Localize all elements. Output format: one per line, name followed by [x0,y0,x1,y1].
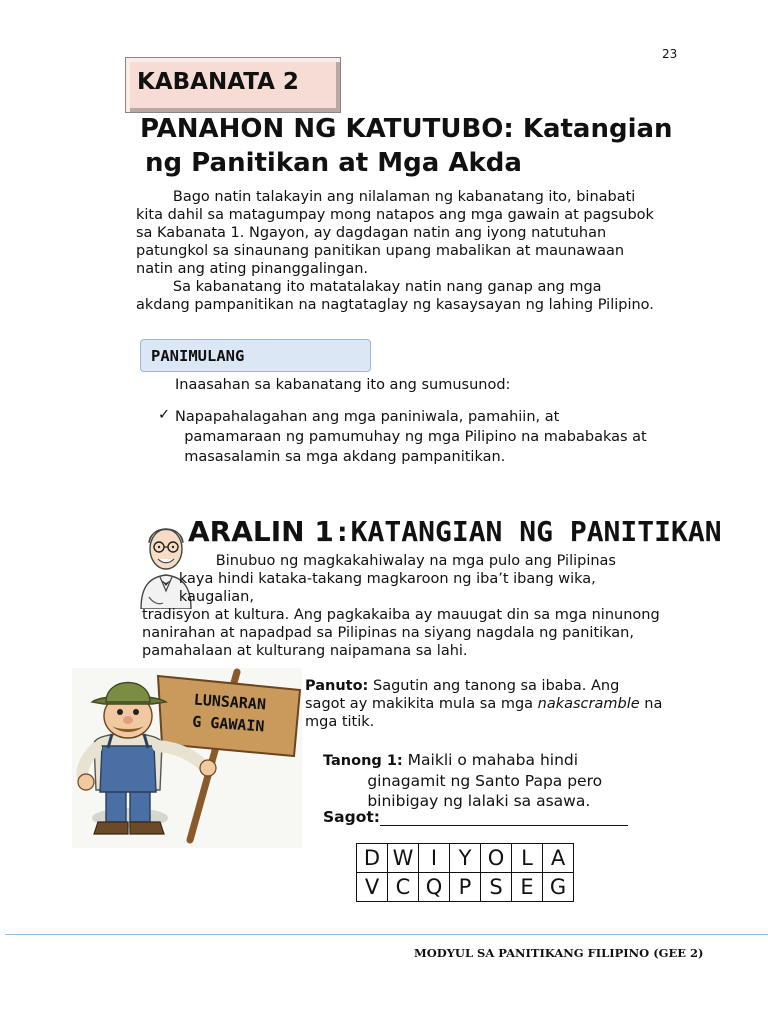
letter-cell: Y [450,844,481,873]
letter-cell: V [357,873,388,902]
chapter-title-line-1: PANAHON NG KATUTUBO: Katangian [140,114,673,144]
intro-paragraph: Bago natin talakayin ang nilalaman ng kabanatang ito, binabati kita dahil sa matagumpay mong natapos ang mga gawain at pagsubok sa Kabanata 1. Ngayon, ay dagdagan natin ang iyong natutuhan patungkol sa sinaunang panitikan upang mabalikan at maunawaan natin ang ating pinanggalingan. Sa kabanatang ito matatalakay natin nang ganap ang mga akdang pampanitikan na nagtataglay ng kasaysayan ng lahing Pilipino. [136,189,654,313]
panuto-label: Panuto: [305,678,369,694]
panuto-instructions [305,677,662,731]
farmer-sign-illustration [72,668,302,848]
question-block [323,750,602,811]
letters-row-2 [357,873,574,902]
answer-label: Sagot: [323,808,380,826]
aralin-paragraph: Binubuo ng magkakahiwalay na mga pulo ang Pilipinas kaya hindi kataka-takang magkaroon ng iba’t ibang wika, kaugalian, tradisyon at kultura. Ang pagkakaiba ay mauugat din sa mga ninunong nanirahan at napadpad sa Pilipinas na siyang nagdala ng panitikan, pamahalaan at kulturang naipamana sa lahi. [142,553,660,659]
question-label: Tanong 1: [323,753,403,769]
expectation-text: Inaasahan sa kabanatang ito ang sumusunod: [175,377,511,393]
panuto-emphasis: nakascramble [537,696,640,712]
panimula-heading: PANIMULANG [151,347,245,365]
sign-line-1: LUNSARAN [193,690,267,714]
aralin-title: :KATANGIAN NG PANITIKAN [333,515,722,548]
answer-blank[interactable] [380,825,628,826]
letter-cell: L [512,844,543,873]
letter-cell: P [450,873,481,902]
aralin-heading [188,515,722,548]
letter-cell: W [388,844,419,873]
checkmark-icon: ✓ [158,407,171,423]
objective-text: Napapahalagahan ang mga paniniwala, pamahiin, at pamamaraan ng pamumuhay ng mga Pilipino na mababakas at masasalamin sa mga akdang pampanitikan. [175,409,647,465]
letter-cell: A [543,844,574,873]
sign-line-2: G GAWAIN [191,712,266,736]
letter-cell: O [481,844,512,873]
farmer-drawing [72,668,302,848]
letter-cell: D [357,844,388,873]
question-text: Maikli o mahaba hindi ginagamit ng Santo Papa pero binibigay ng lalaki sa asawa. [367,751,603,810]
letter-cell: C [388,873,419,902]
letter-cell: I [419,844,450,873]
chapter-title-line-2: ng Panitikan at Mga Akda [145,148,522,178]
scrambled-letters-grid [356,843,574,902]
footer-text: MODYUL SA PANITIKANG FILIPINO (GEE 2) [414,946,704,960]
letter-cell: G [543,873,574,902]
letter-cell: S [481,873,512,902]
panuto-text-2: na mga titik. [305,696,663,730]
lunsaran-sign-text [192,689,267,738]
chapter-label: KABANATA 2 [137,69,299,95]
panuto-text-1: Sagutin ang tanong sa ibaba. Ang sagot ay makikita mula sa mga [305,678,620,712]
letter-cell: E [512,873,543,902]
letter-cell: Q [419,873,450,902]
page-number: 23 [662,47,678,61]
aralin-number: ARALIN 1 [188,515,334,548]
footer-rule [5,934,768,935]
letters-row-1 [357,844,574,873]
